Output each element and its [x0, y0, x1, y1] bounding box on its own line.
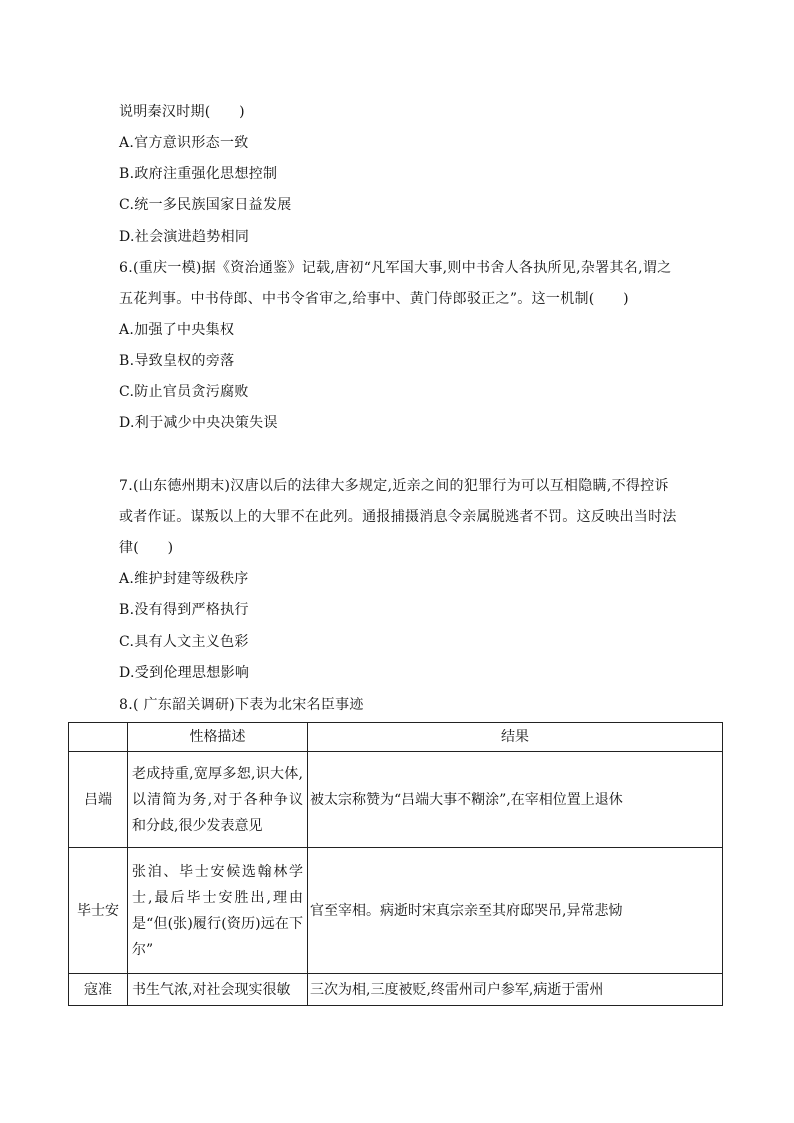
minister-name: 寇准	[69, 974, 128, 1006]
q6-option-b[interactable]: B.导致皇权的旁落	[119, 353, 235, 369]
q6-option-c[interactable]: C.防止官员贪污腐败	[119, 384, 249, 400]
table-row	[69, 974, 723, 1006]
q5-option-c[interactable]: C.统一多民族国家日益发展	[119, 197, 292, 213]
q7-stem-line1: 7.(山东德州期末)汉唐以后的法律大多规定,近亲之间的犯罪行为可以互相隐瞒,不得控诉	[119, 478, 669, 494]
q5-option-d[interactable]: D.社会演进趋势相同	[119, 229, 250, 245]
minister-result: 三次为相,三度被贬,终雷州司户参军,病逝于雷州	[308, 974, 723, 1006]
q7-option-a[interactable]: A.维护封建等级秩序	[119, 571, 249, 587]
table-row	[69, 752, 723, 848]
q7-option-d[interactable]: D.受到伦理思想影响	[119, 665, 250, 681]
song-ministers-table	[68, 722, 723, 1006]
q5-option-b[interactable]: B.政府注重强化思想控制	[119, 166, 278, 182]
q6-stem-line2: 五花判事。中书侍郎、中书令省审之,给事中、黄门侍郎驳正之”。这一机制( )	[119, 291, 629, 307]
q7-stem-line3: 律( )	[119, 540, 174, 556]
q6-stem-line1: 6.(重庆一模)据《资治通鉴》记载,唐初“凡军国大事,则中书舍人各执所见,杂署其名,谓之	[119, 260, 672, 276]
table-header-trait: 性格描述	[128, 723, 308, 752]
q7-option-b[interactable]: B.没有得到严格执行	[119, 602, 249, 618]
q7-stem-line2: 或者作证。谋叛以上的大罪不在此列。通报捕摄消息令亲属脱逃者不罚。这反映出当时法	[119, 509, 677, 525]
table-header-blank	[69, 723, 128, 752]
minister-name: 毕士安	[69, 848, 128, 974]
table-header-result: 结果	[308, 723, 723, 752]
q6-option-a[interactable]: A.加强了中央集权	[119, 322, 235, 338]
q5-option-a[interactable]: A.官方意识形态一致	[119, 135, 249, 151]
minister-trait: 老成持重,宽厚多恕,识大体,以清简为务,对于各种争议和分歧,很少发表意见	[128, 752, 308, 848]
q5-stem-tail: 说明秦汉时期( )	[119, 104, 245, 120]
q7-option-c[interactable]: C.具有人文主义色彩	[119, 634, 249, 650]
minister-trait: 书生气浓,对社会现实很敏	[128, 974, 308, 1006]
q8-stem: 8.( 广东韶关调研)下表为北宋名臣事迹	[119, 697, 364, 713]
table-row	[69, 848, 723, 974]
minister-result: 被太宗称赞为“吕端大事不糊涂”,在宰相位置上退休	[308, 752, 723, 848]
q6-option-d[interactable]: D.利于减少中央决策失误	[119, 415, 278, 431]
minister-trait: 张洎、毕士安候选翰林学士,最后毕士安胜出,理由是“但(张)履行(资历)远在下尔”	[128, 848, 308, 974]
table-header-row	[69, 723, 723, 752]
minister-result: 官至宰相。病逝时宋真宗亲至其府邸哭吊,异常悲恸	[308, 848, 723, 974]
minister-name: 吕端	[69, 752, 128, 848]
